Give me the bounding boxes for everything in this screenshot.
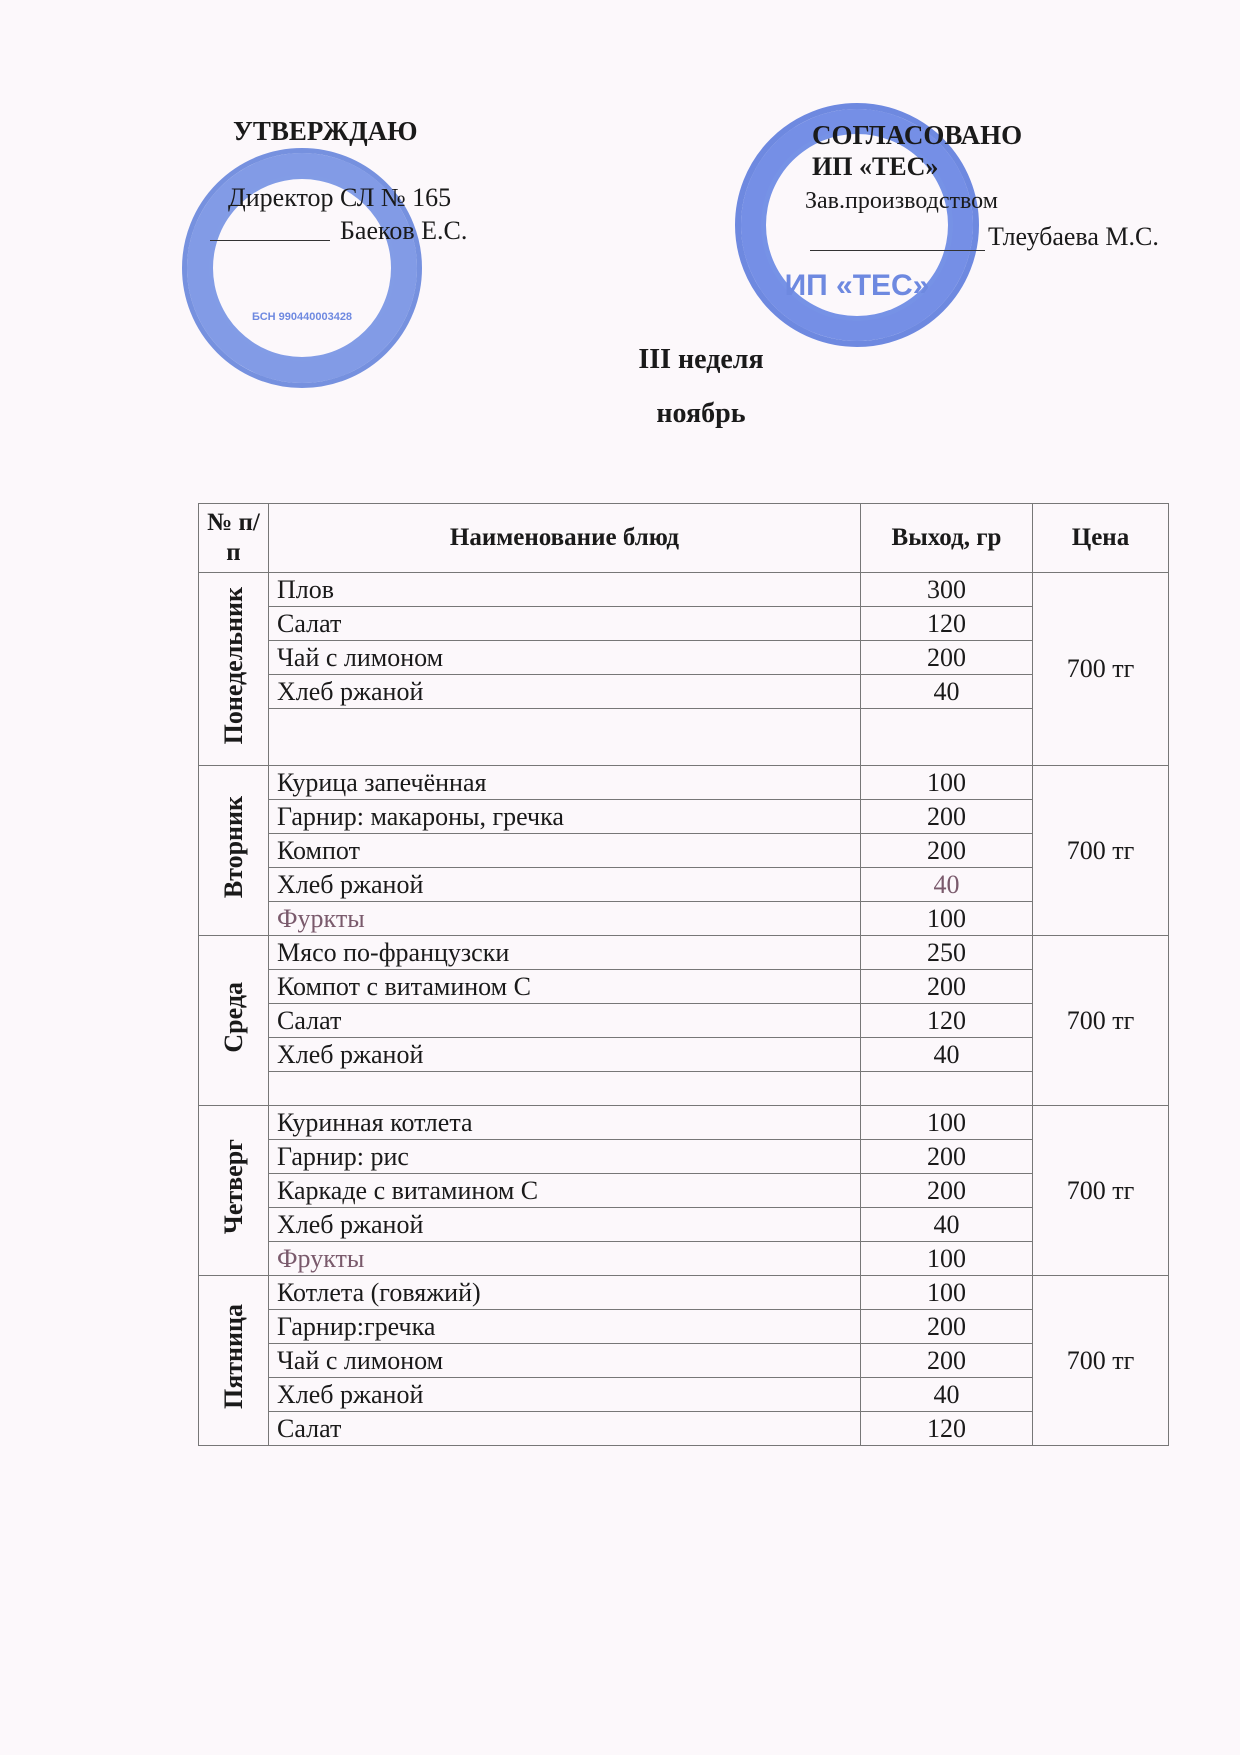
day-label: Вторник [218, 795, 248, 899]
header-yield: Выход, гр [861, 504, 1033, 573]
table-row [199, 1378, 1169, 1412]
dish-yield: 200 [861, 970, 1033, 1004]
approval-right-title: СОГЛАСОВАНО [812, 120, 1023, 150]
dish-yield: 120 [861, 1412, 1033, 1446]
table-row [199, 970, 1169, 1004]
day-label: Понедельник [218, 586, 248, 745]
day-cell [199, 1106, 269, 1276]
table-row [199, 936, 1169, 970]
dish-name: Куринная котлета [269, 1106, 861, 1140]
table-row [199, 1174, 1169, 1208]
table-row [199, 1106, 1169, 1140]
day-cell [199, 766, 269, 936]
table-row [199, 1004, 1169, 1038]
dish-yield: 40 [861, 675, 1033, 709]
dish-yield: 40 [861, 1378, 1033, 1412]
dish-name: Гарнир: макароны, гречка [269, 800, 861, 834]
table-row [199, 1038, 1169, 1072]
director-name: Баеков Е.С. [340, 216, 468, 245]
dish-name: Мясо по-французски [269, 936, 861, 970]
dish-yield: 40 [861, 868, 1033, 902]
price-cell: 700 тг [1033, 1276, 1169, 1446]
dish-name: Хлеб ржаной [269, 1038, 861, 1072]
table-row [199, 834, 1169, 868]
table-row [199, 1208, 1169, 1242]
table-row [199, 573, 1169, 607]
dish-name: Хлеб ржаной [269, 1378, 861, 1412]
seal-text: ИП «ТЕС» [784, 269, 930, 302]
price-cell: 700 тг [1033, 936, 1169, 1106]
dish-name [269, 1072, 861, 1106]
approval-left-title: УТВЕРЖДАЮ [233, 116, 418, 146]
price-cell: 700 тг [1033, 573, 1169, 766]
dish-yield: 40 [861, 1208, 1033, 1242]
dish-yield: 100 [861, 1276, 1033, 1310]
header-row [199, 504, 1169, 573]
dish-name: Курица запечённая [269, 766, 861, 800]
header-price: Цена [1033, 504, 1169, 573]
header-num: № п/п [199, 504, 269, 573]
manager-name: Тлеубаева М.С. [988, 222, 1159, 251]
dish-name: Компот [269, 834, 861, 868]
price-cell: 700 тг [1033, 766, 1169, 936]
table-row [199, 800, 1169, 834]
dish-name: Котлета (говяжий) [269, 1276, 861, 1310]
table-row [199, 766, 1169, 800]
dish-name: Плов [269, 573, 861, 607]
dish-name: Хлеб ржаной [269, 1208, 861, 1242]
dish-yield: 100 [861, 1242, 1033, 1276]
dish-yield: 40 [861, 1038, 1033, 1072]
seal-text: БСН 990440003428 [251, 311, 353, 323]
dish-yield: 200 [861, 1174, 1033, 1208]
price-cell: 700 тг [1033, 1106, 1169, 1276]
dish-yield: 200 [861, 1310, 1033, 1344]
table-row [199, 675, 1169, 709]
dish-yield [861, 709, 1033, 766]
dish-yield: 100 [861, 902, 1033, 936]
dish-name: Салат [269, 1004, 861, 1038]
dish-yield: 250 [861, 936, 1033, 970]
day-cell [199, 936, 269, 1106]
dish-name: Чай с лимоном [269, 1344, 861, 1378]
dish-name [269, 709, 861, 766]
dish-yield: 100 [861, 766, 1033, 800]
table-row [199, 868, 1169, 902]
dish-name: Каркаде с витамином С [269, 1174, 861, 1208]
dish-yield: 100 [861, 1106, 1033, 1140]
dish-yield: 200 [861, 1140, 1033, 1174]
day-cell [199, 1276, 269, 1446]
dish-name: Компот с витамином С [269, 970, 861, 1004]
dish-yield: 120 [861, 607, 1033, 641]
director-title: Директор СЛ № 165 [228, 183, 452, 212]
table-row [199, 1344, 1169, 1378]
dish-yield [861, 1072, 1033, 1106]
dish-yield: 200 [861, 834, 1033, 868]
company-name: ИП «ТЕС» [812, 152, 939, 181]
manager-position: Зав.производством [805, 188, 998, 214]
table-row [199, 641, 1169, 675]
dish-name: Фуркты [269, 902, 861, 936]
menu-table [198, 503, 1169, 1446]
dish-yield: 200 [861, 641, 1033, 675]
dish-name: Хлеб ржаной [269, 868, 861, 902]
day-cell [199, 573, 269, 766]
day-label: Четверг [218, 1139, 248, 1235]
table-row [199, 1140, 1169, 1174]
dish-name: Хлеб ржаной [269, 675, 861, 709]
header-name: Наименование блюд [269, 504, 861, 573]
dish-name: Фрукты [269, 1242, 861, 1276]
dish-yield: 200 [861, 1344, 1033, 1378]
week-title: III неделя [638, 344, 764, 375]
table-row [199, 1310, 1169, 1344]
table-row [199, 1276, 1169, 1310]
table-row [199, 1412, 1169, 1446]
table-row [199, 1242, 1169, 1276]
table-row [199, 1072, 1169, 1106]
dish-name: Чай с лимоном [269, 641, 861, 675]
table-row [199, 607, 1169, 641]
dish-name: Гарнир: рис [269, 1140, 861, 1174]
dish-yield: 200 [861, 800, 1033, 834]
dish-yield: 300 [861, 573, 1033, 607]
dish-yield: 120 [861, 1004, 1033, 1038]
month-title: ноябрь [656, 398, 746, 429]
signature-line [810, 250, 985, 251]
signature-line [210, 240, 330, 241]
table-row [199, 902, 1169, 936]
table-row [199, 709, 1169, 766]
dish-name: Гарнир:гречка [269, 1310, 861, 1344]
dish-name: Салат [269, 607, 861, 641]
day-label: Среда [218, 981, 248, 1053]
day-label: Пятница [218, 1304, 248, 1410]
dish-name: Салат [269, 1412, 861, 1446]
